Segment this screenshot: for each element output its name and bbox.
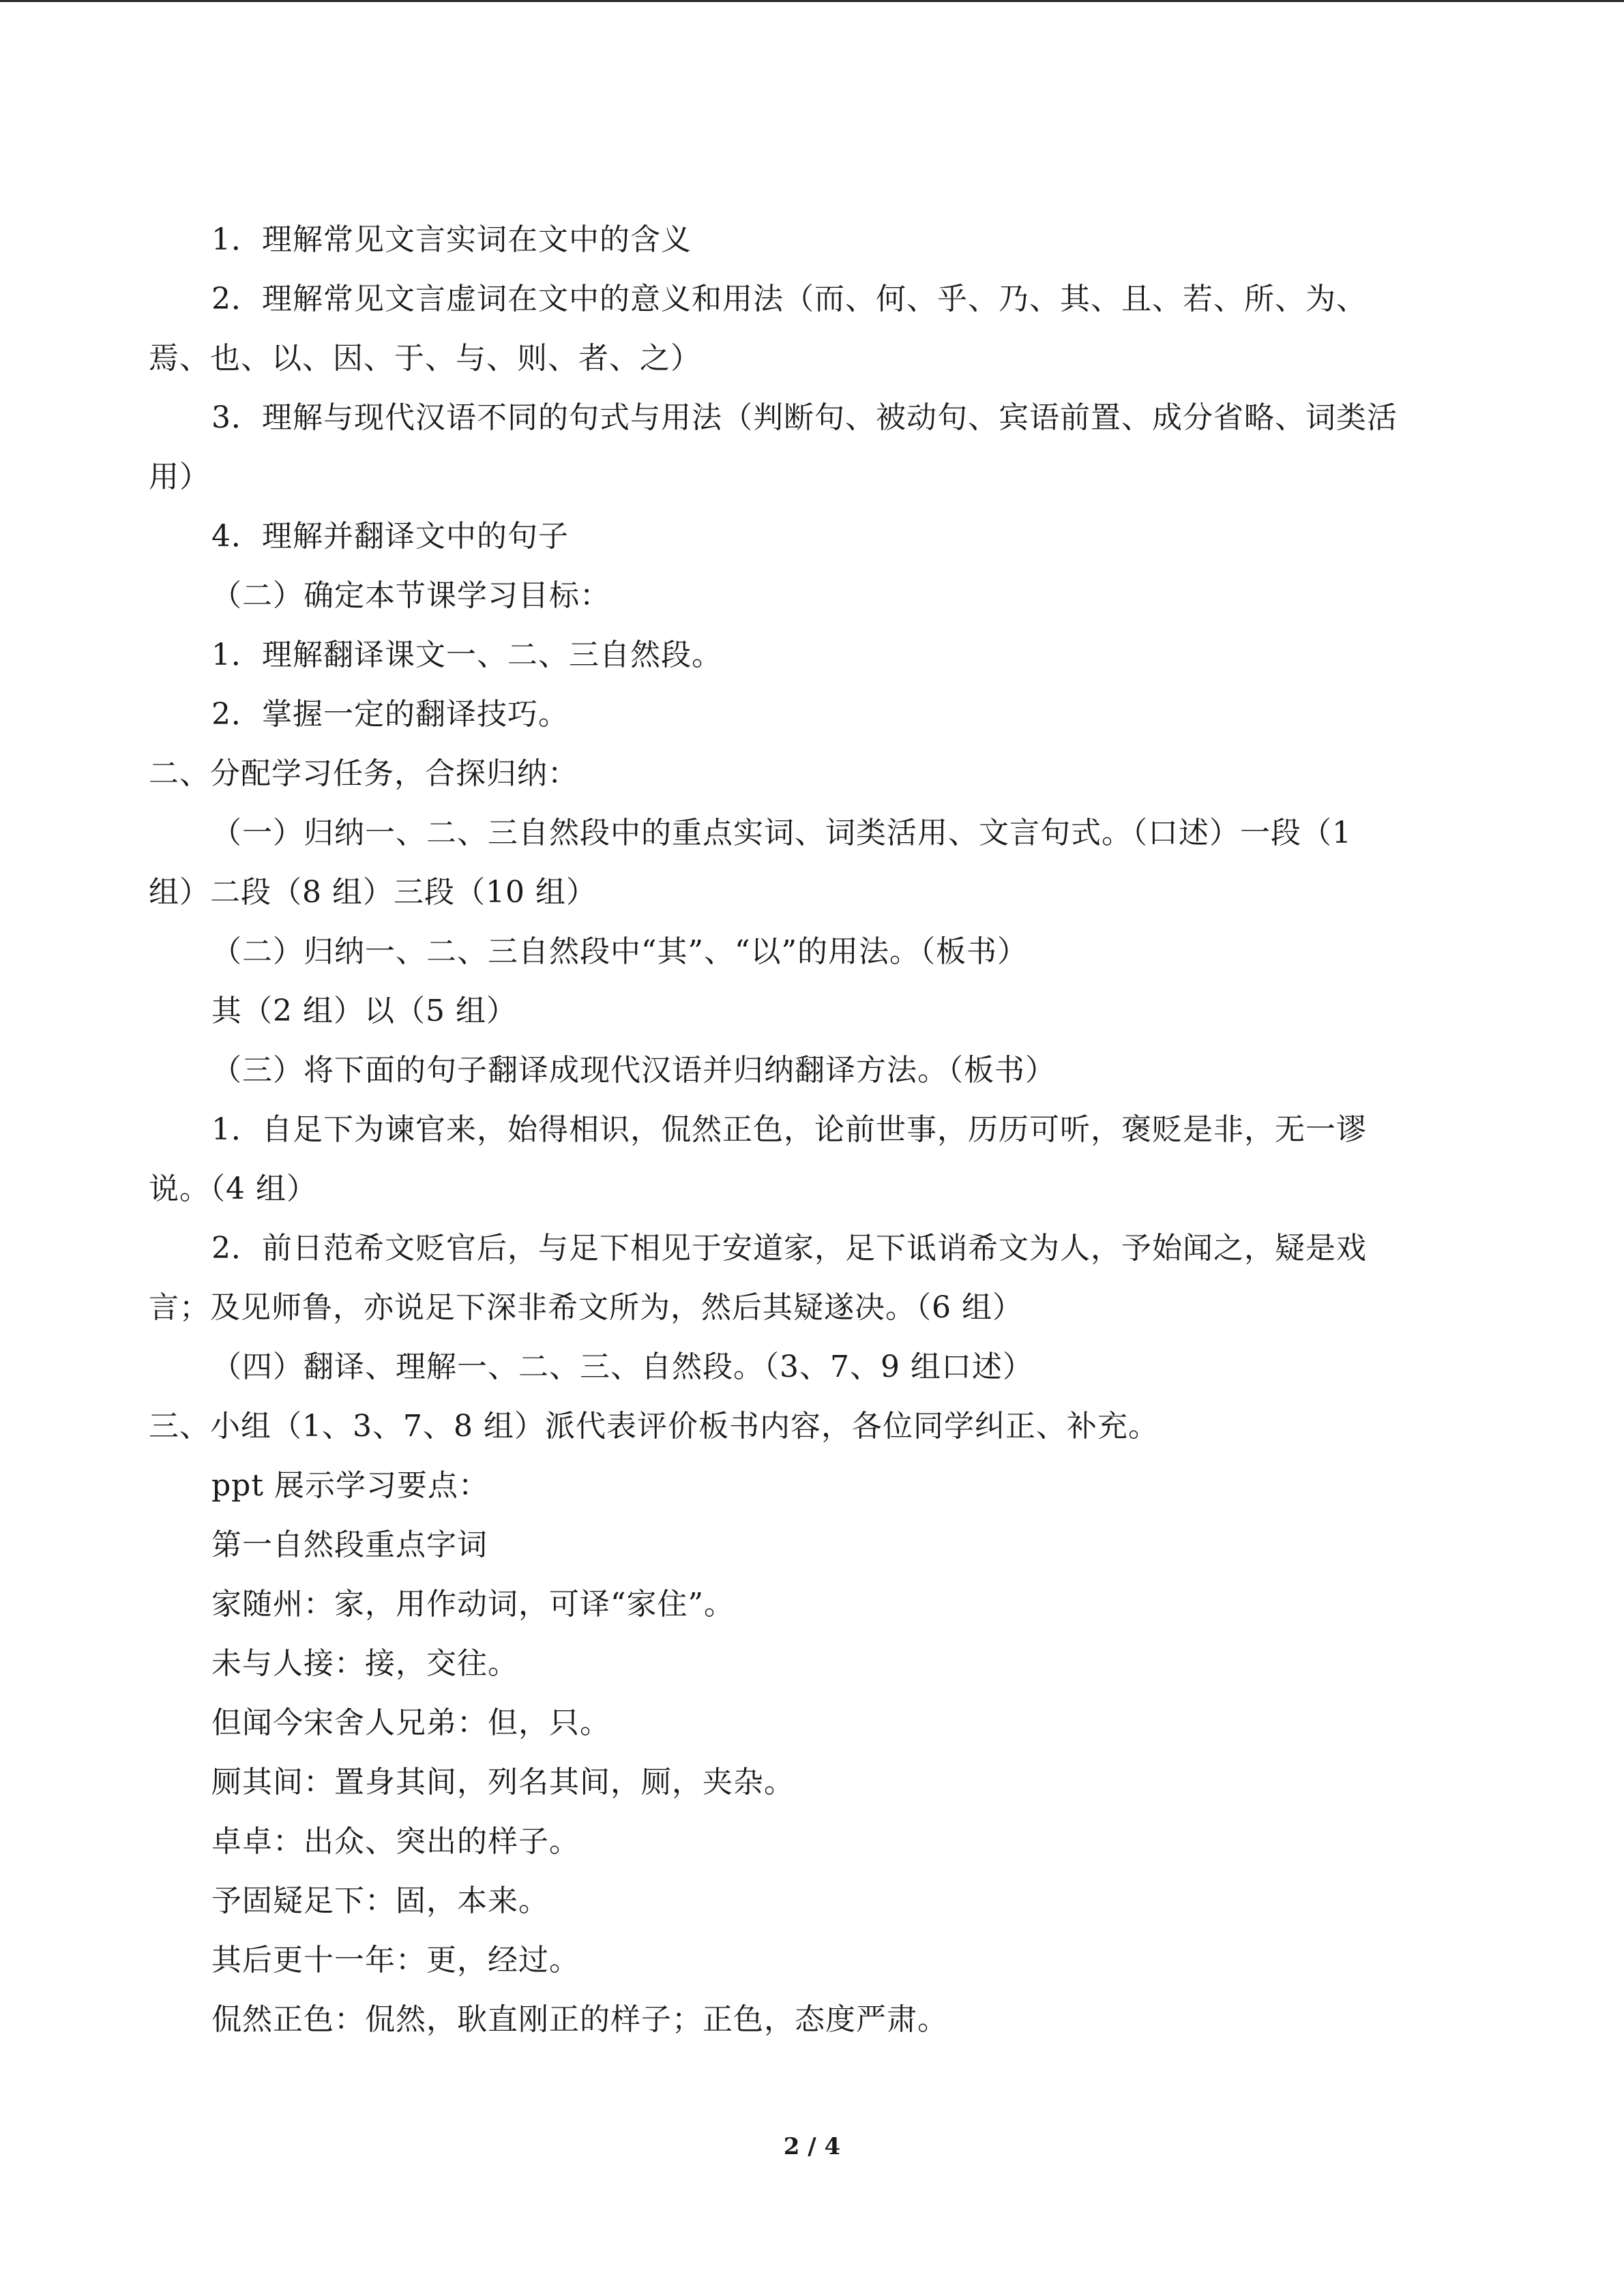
page-number: 2 / 4 — [783, 2133, 841, 2160]
text-line: 言；及见师鲁，亦说足下深非希文所为，然后其疑遂决。（6 组） — [149, 1290, 1023, 1325]
text-line: 其（2 组）以（5 组） — [211, 994, 517, 1028]
text-line: 组）二段（8 组）三段（10 组） — [149, 875, 597, 910]
text-line: 二、分配学习任务，合探归纳： — [149, 756, 578, 791]
text-line: 1．理解翻译课文一、二、三自然段。 — [211, 638, 722, 672]
text-line: 1．自足下为谏官来，始得相识，侃然正色，论前世事，历历可听，褒贬是非，无一谬 — [211, 1112, 1367, 1147]
text-line: 焉、也、以、因、于、与、则、者、之） — [149, 341, 701, 376]
text-line: 2．掌握一定的翻译技巧。 — [211, 697, 569, 732]
text-line: （一）归纳一、二、三自然段中的重点实词、词类活用、文言句式。（口述）一段（1 — [211, 816, 1352, 850]
text-line: 未与人接：接，交往。 — [211, 1646, 518, 1681]
text-line: （四）翻译、理解一、二、三、自然段。（3、7、9 组口述） — [211, 1350, 1033, 1384]
text-line: 家随州：家，用作动词，可译“家住”。 — [211, 1587, 735, 1622]
text-line: （二）确定本节课学习目标： — [211, 578, 610, 613]
text-line: 3．理解与现代汉语不同的句式与用法（判断句、被动句、宾语前置、成分省略、词类活 — [211, 400, 1398, 435]
text-line: （三）将下面的句子翻译成现代汉语并归纳翻译方法。（板书） — [211, 1053, 1056, 1088]
document-body — [149, 210, 1479, 2049]
text-line: 卓卓：出众、突出的样子。 — [211, 1824, 580, 1859]
text-line: 4．理解并翻译文中的句子 — [211, 519, 569, 554]
text-line: 三、小组（1、3、7、8 组）派代表评价板书内容，各位同学纠正、补充。 — [149, 1409, 1159, 1444]
text-line: 但闻今宋舍人兄弟：但，只。 — [211, 1705, 610, 1740]
text-line: ppt 展示学习要点： — [211, 1468, 489, 1503]
top-border-line — [0, 0, 1624, 2]
text-line: 说。（4 组） — [149, 1172, 317, 1206]
text-line: 2．理解常见文言虚词在文中的意义和用法（而、何、乎、乃、其、且、若、所、为、 — [211, 282, 1367, 316]
text-line: 2．前日范希文贬官后，与足下相见于安道家，足下诋诮希文为人，予始闻之，疑是戏 — [211, 1231, 1367, 1266]
text-line: 予固疑足下：固，本来。 — [211, 1883, 549, 1918]
text-line: （二）归纳一、二、三自然段中“其”、“以”的用法。（板书） — [211, 934, 1028, 969]
text-line: 1．理解常见文言实词在文中的含义 — [211, 222, 692, 257]
text-line: 侃然正色：侃然，耿直刚正的样子；正色，态度严肃。 — [211, 2002, 948, 2037]
text-line: 厕其间：置身其间，列名其间，厕，夹杂。 — [211, 1765, 795, 1800]
text-line: 第一自然段重点字词 — [211, 1527, 488, 1562]
text-line: 用） — [149, 460, 210, 494]
text-line: 其后更十一年：更，经过。 — [211, 1943, 580, 1978]
